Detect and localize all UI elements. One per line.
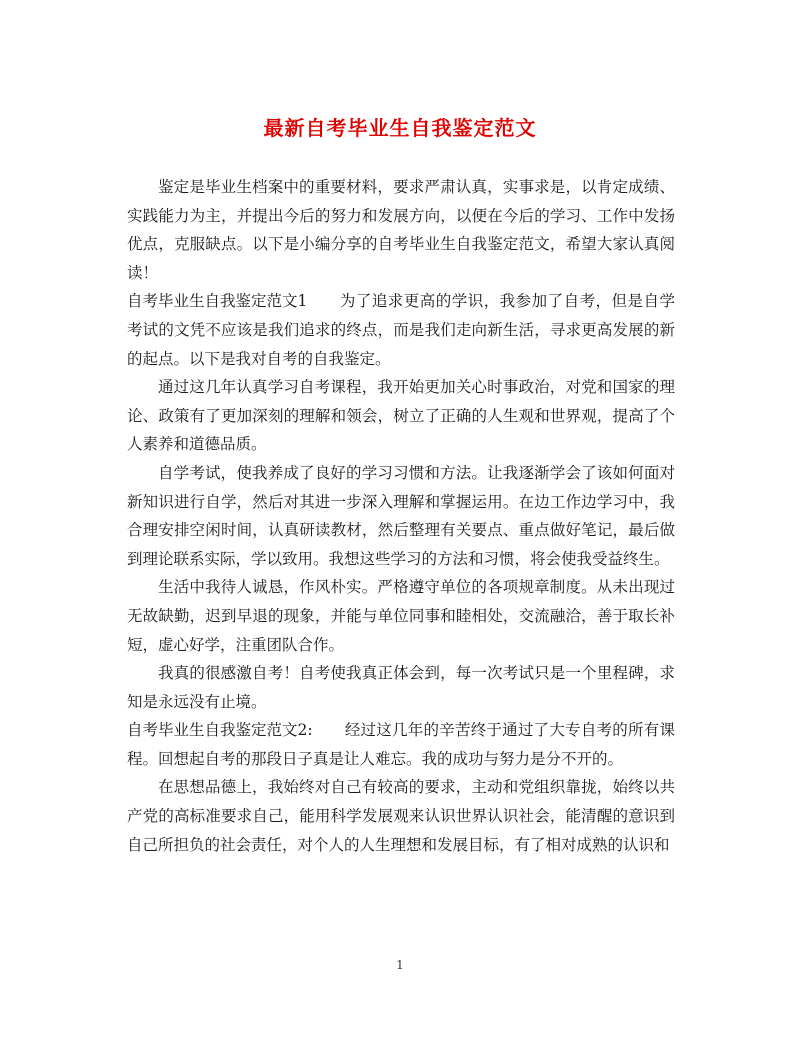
sample1-paragraph (127, 287, 675, 373)
sample1-text: 为了追求更高的学识，我参加了自考，但是自学考试的文凭不应该是我们追求的终点，而是我们走向新生活，寻求更高发展的新的起点。以下是我对自考的自我鉴定。 (127, 292, 675, 368)
sample2-heading: 自考毕业生自我鉴定范文2: (127, 721, 313, 740)
sample2-paragraph (127, 716, 675, 773)
sample1-heading: 自考毕业生自我鉴定范文1 (127, 292, 308, 311)
thanks-paragraph: 我真的很感激自考！自考使我真正体会到，每一次考试只是一个里程碑，求知是永远没有止境。 (127, 664, 675, 711)
life-paragraph: 生活中我待人诚恳，作风朴实。严格遵守单位的各项规章制度。从未出现过无故缺勤，迟到早退的现象，并能与单位同事和睦相处，交流融洽，善于取长补短，虚心好学，注重团队合作。 (127, 578, 675, 654)
sample2-text: 经过这几年的辛苦终于通过了大专自考的所有课程。回想起自考的那段日子真是让人难忘。我的成功与努力是分不开的。 (127, 721, 675, 768)
intro-paragraph: 鉴定是毕业生档案中的重要材料，要求严肃认真，实事求是，以肯定成绩、实践能力为主，并提出今后的努力和发展方向，以便在今后的学习、工作中发扬优点，克服缺点。以下是小编分享的自考毕业生自我鉴定范文，希望大家认真阅读！ (127, 178, 675, 282)
study-paragraph: 通过这几年认真学习自考课程，我开始更加关心时事政治，对党和国家的理论、政策有了更加深刻的理解和领会，树立了正确的人生观和世界观，提高了个人素养和道德品质。 (127, 378, 675, 454)
document-title: 最新自考毕业生自我鉴定范文 (263, 116, 537, 140)
page-number: 1 (396, 958, 404, 972)
moral-paragraph: 在思想品德上，我始终对自己有较高的要求，主动和党组织靠拢，始终以共产党的高标准要求自己，能用科学发展观来认识世界认识社会，能清醒的意识到自己所担负的社会责任，对个人的人生理想和发展目标，有了相对成熟的认识和 (127, 778, 675, 854)
habits-paragraph: 自学考试，使我养成了良好的学习习惯和方法。让我逐渐学会了该如何面对新知识进行自学，然后对其进一步深入理解和掌握运用。在边工作边学习中，我合理安排空闲时间，认真研读教材，然后整理有关要点、重点做好笔记，最后做到理论联系实际，学以致用。我想这些学习的方法和习惯，将会使我受益终生。 (127, 463, 675, 568)
document-body (127, 173, 675, 859)
